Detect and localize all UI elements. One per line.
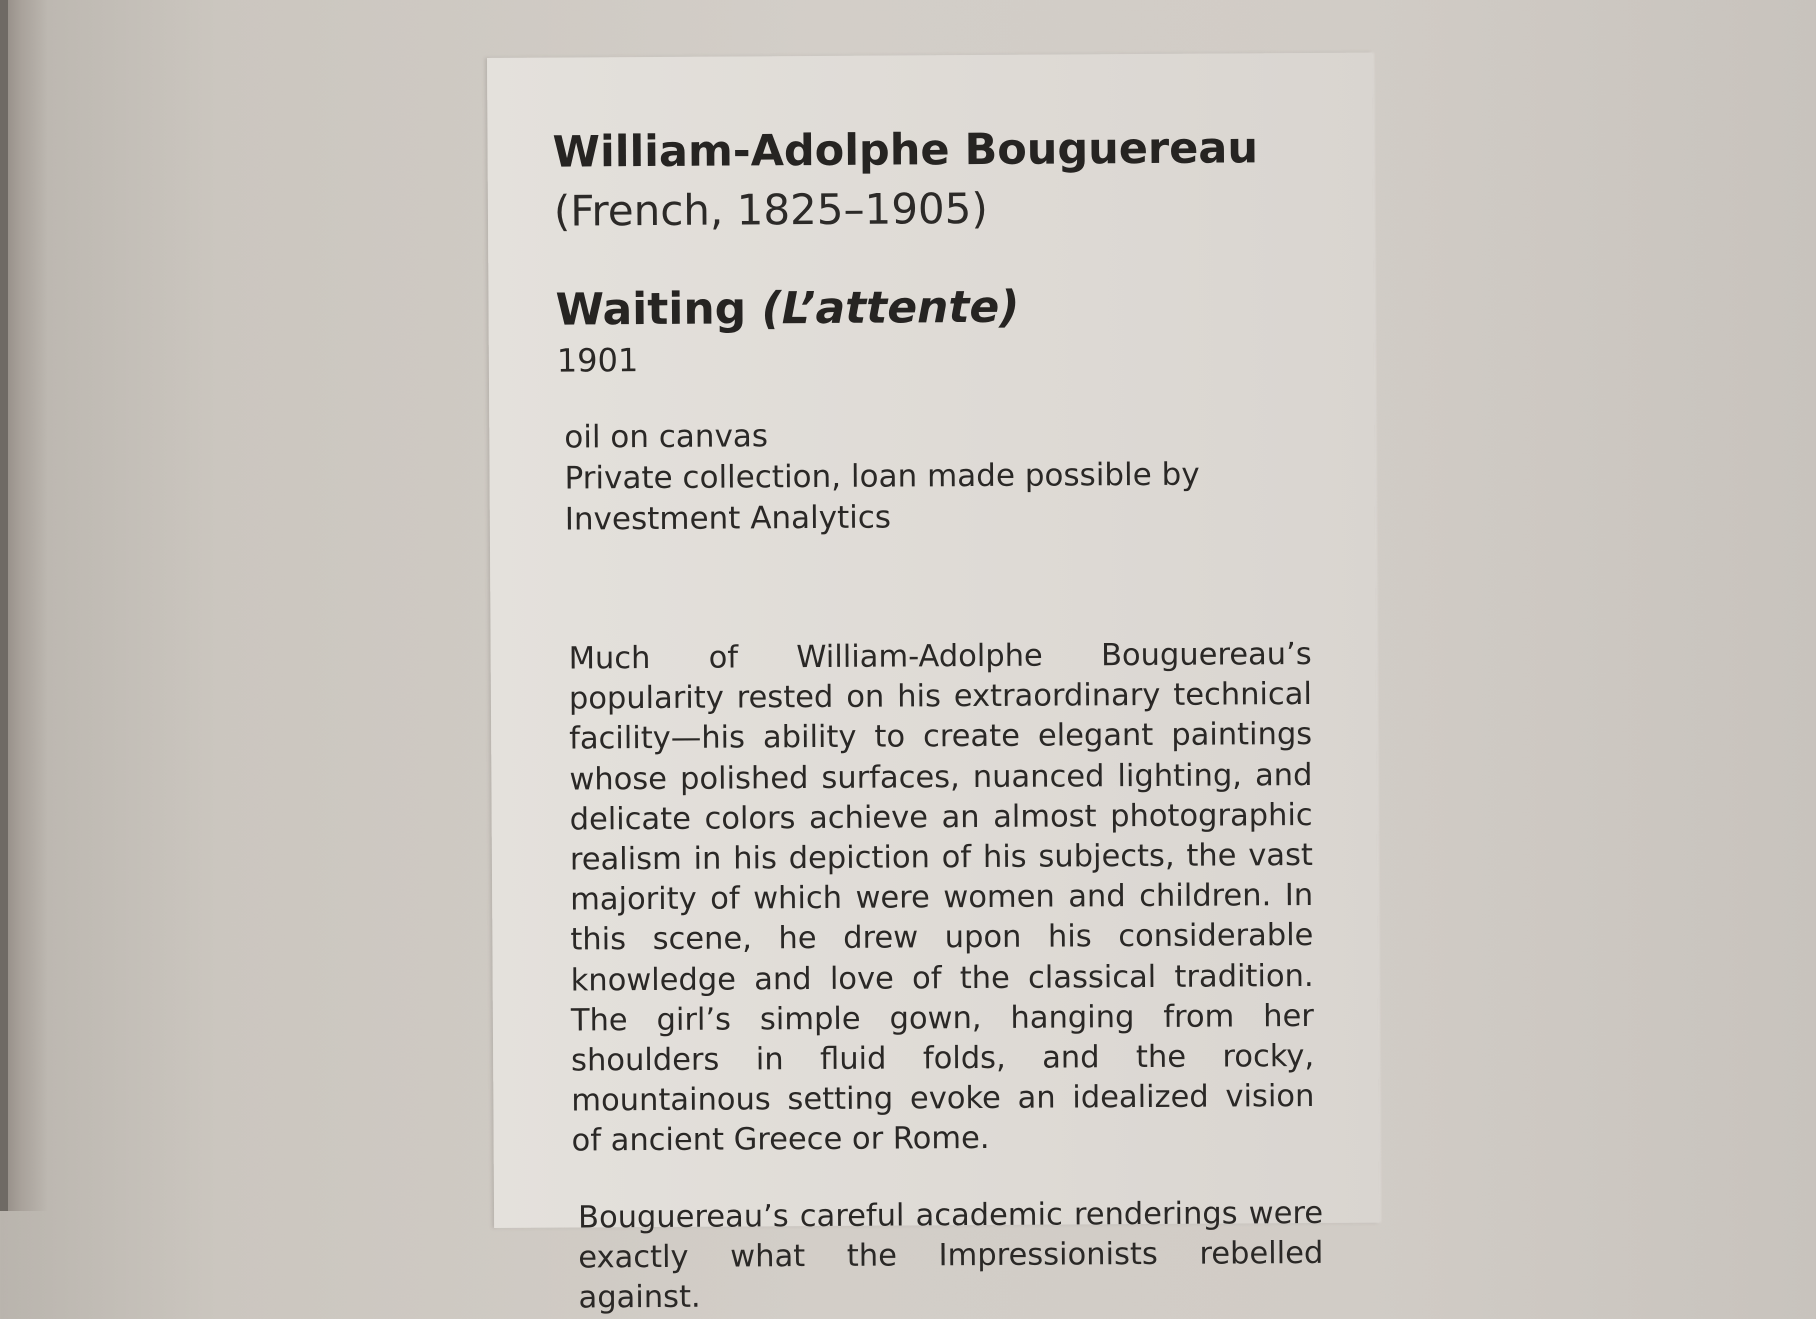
museum-placard <box>487 53 1379 1316</box>
credit-line-1: Private collection, loan made possible by <box>564 456 1200 497</box>
artist-name: William-Adolphe Bouguereau <box>552 123 1259 178</box>
credit-line-2: Investment Analytics <box>564 499 892 538</box>
artwork-title <box>555 281 1019 338</box>
artwork-title-main: Waiting <box>555 283 747 336</box>
artist-dates: (French, 1825–1905) <box>553 183 988 236</box>
artwork-description-continued: Bouguereau’s careful academic renderings were exactly what the Impressionists rebelled against. <box>577 1195 1324 1316</box>
artwork-year: 1901 <box>556 341 639 380</box>
artwork-medium: oil on canvas <box>564 418 769 456</box>
artwork-title-original: (L’attente) <box>761 281 1020 335</box>
artwork-details <box>564 414 1200 541</box>
artwork-description: Much of William-Adolphe Bouguereau’s popularity rested on his extraordinary technical facility—his ability to create elegant paintings whose polished surfaces, nuanced lighting, and delicate colors achieve an almost photographic realism in his depiction of his subjects, the vast majority of which were women and children. In this scene, he drew upon his considerable knowledge and love of the classical tradition. The girl’s simple gown, hanging from her shoulders in fluid folds, and the rocky, mountainous setting evoke an idealized vision of ancient Greece or Rome. <box>568 636 1315 1159</box>
wall-edge <box>0 0 8 1211</box>
